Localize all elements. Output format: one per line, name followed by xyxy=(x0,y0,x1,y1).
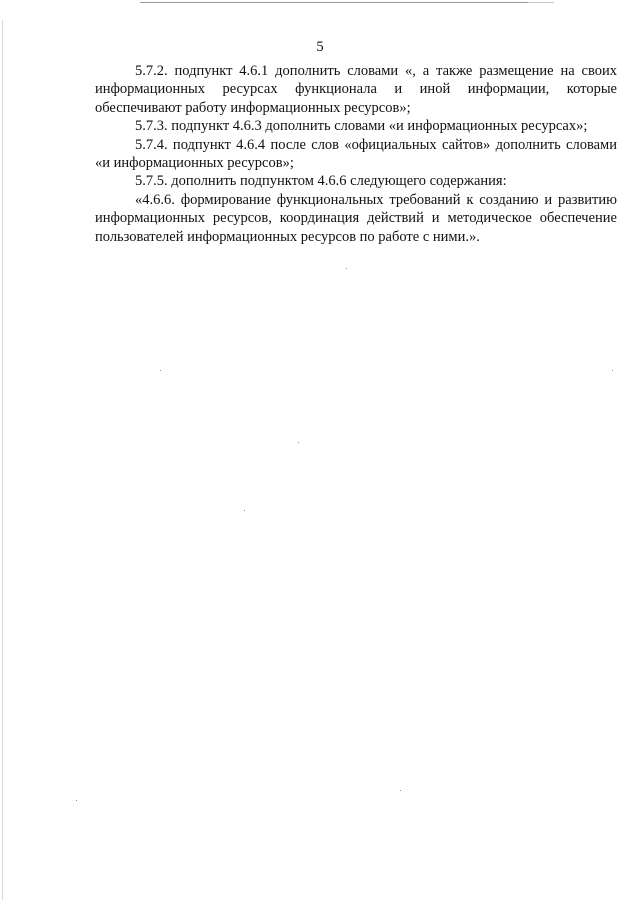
scan-edge-line xyxy=(2,20,3,900)
page-number: 5 xyxy=(316,39,324,55)
scan-speck xyxy=(400,790,401,791)
scan-speck xyxy=(160,370,161,371)
scan-speck xyxy=(612,370,613,371)
paragraph-5-7-2: 5.7.2. подпункт 4.6.1 дополнить словами «, а также размещение на своих информационных ресурсах функционала и иной информации, которые обеспечивают работу информационных ресурсов»; xyxy=(95,63,617,116)
scan-speck xyxy=(346,268,347,269)
paragraph-5-7-4: 5.7.4. подпункт 4.6.4 после слов «официальных сайтов» дополнить словами «и информационных ресурсов»; xyxy=(95,136,617,172)
paragraph-5-7-3: 5.7.3. подпункт 4.6.3 дополнить словами «и информационных ресурсах»; xyxy=(135,118,588,135)
document-body xyxy=(95,62,617,246)
scan-speck xyxy=(244,510,245,511)
scan-speck xyxy=(76,800,77,801)
scan-speck xyxy=(298,442,299,443)
paragraph-5-7-5: 5.7.5. дополнить подпунктом 4.6.6 следующего содержания: xyxy=(135,173,507,190)
scan-edge-line xyxy=(528,2,554,3)
paragraph-4-6-6: «4.6.6. формирование функциональных требований к созданию и развитию информационных ресурсов, координация действий и методическое обеспечение пользователей информационных ресурсов по работе с ними.». xyxy=(95,191,617,245)
scan-edge-line xyxy=(140,2,530,3)
